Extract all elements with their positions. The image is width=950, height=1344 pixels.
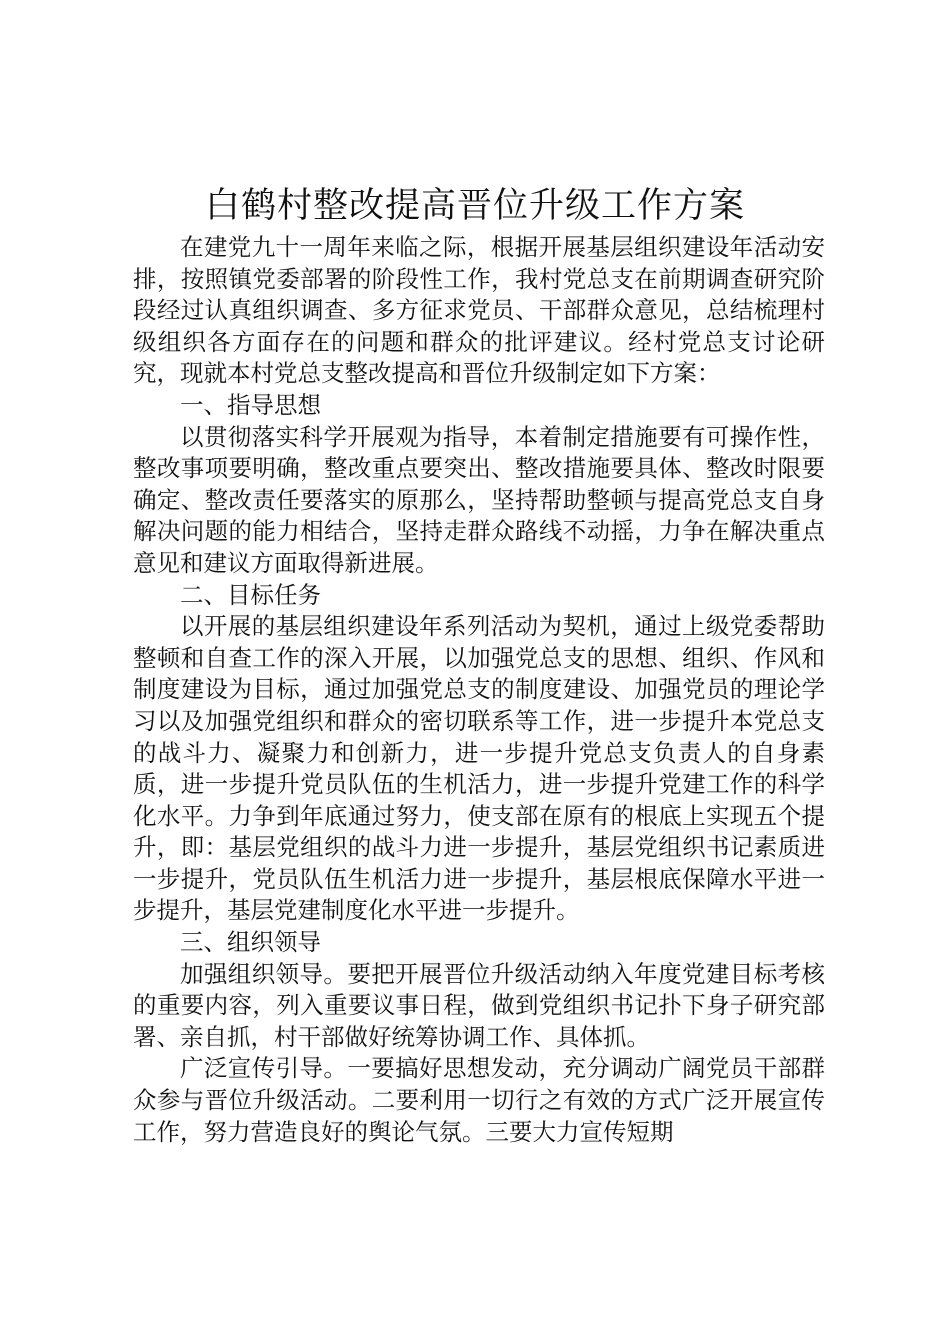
publicity-guidance-paragraph: 广泛宣传引导。一要搞好思想发动，充分调动广阔党员干部群众参与晋位升级活动。二要利用一切行之有效的方式广泛开展宣传工作，努力营造良好的舆论气氛。三要大力宣传短期 bbox=[133, 1054, 825, 1146]
intro-paragraph: 在建党九十一周年来临之际，根据开展基层组织建设年活动安排，按照镇党委部署的阶段性工作，我村党总支在前期调查研究阶段经过认真组织调查、多方征求党员、干部群众意见，总结梳理村级组织各方面存在的问题和群众的批评建议。经村党总支讨论研究，现就本村党总支整改提高和晋位升级制定如下方案： bbox=[133, 233, 825, 388]
guiding-ideology-paragraph: 以贯彻落实科学开展观为指导，本着制定措施要有可操作性，整改事项要明确，整改重点要突出、整改措施要具体、整改时限要确定、整改责任要落实的原那么，坚持帮助整顿与提高党总支自身解决问题的能力相结合，坚持走群众路线不动摇，力争在解决重点意见和建议方面取得新进展。 bbox=[133, 422, 825, 577]
section-heading-guiding-ideology: 一、指导思想 bbox=[180, 390, 321, 419]
organization-leadership-paragraph: 加强组织领导。要把开展晋位升级活动纳入年度党建目标考核的重要内容，列入重要议事日程，做到党组织书记扑下身子研究部署、亲自抓，村干部做好统筹协调工作、具体抓。 bbox=[133, 959, 825, 1051]
section-heading-organization-leadership: 三、组织领导 bbox=[180, 928, 321, 957]
section-heading-goals-tasks: 二、目标任务 bbox=[180, 580, 321, 609]
document-title: 白鹤村整改提高晋位升级工作方案 bbox=[204, 186, 745, 226]
document-body bbox=[133, 232, 825, 1148]
goals-tasks-paragraph: 以开展的基层组织建设年系列活动为契机，通过上级党委帮助整顿和自查工作的深入开展，以加强党总支的思想、组织、作风和制度建设为目标，通过加强党总支的制度建设、加强党员的理论学习以及加强党组织和群众的密切联系等工作，进一步提升本党总支的战斗力、凝聚力和创新力，进一步提升党总支负责人的自身素质，进一步提升党员队伍的生机活力，进一步提升党建工作的科学化水平。力争到年底通过努力，使支部在原有的根底上实现五个提升，即：基层党组织的战斗力进一步提升，基层党组织书记素质进一步提升，党员队伍生机活力进一步提升，基层根底保障水平进一步提升，基层党建制度化水平进一步提升。 bbox=[133, 612, 825, 925]
